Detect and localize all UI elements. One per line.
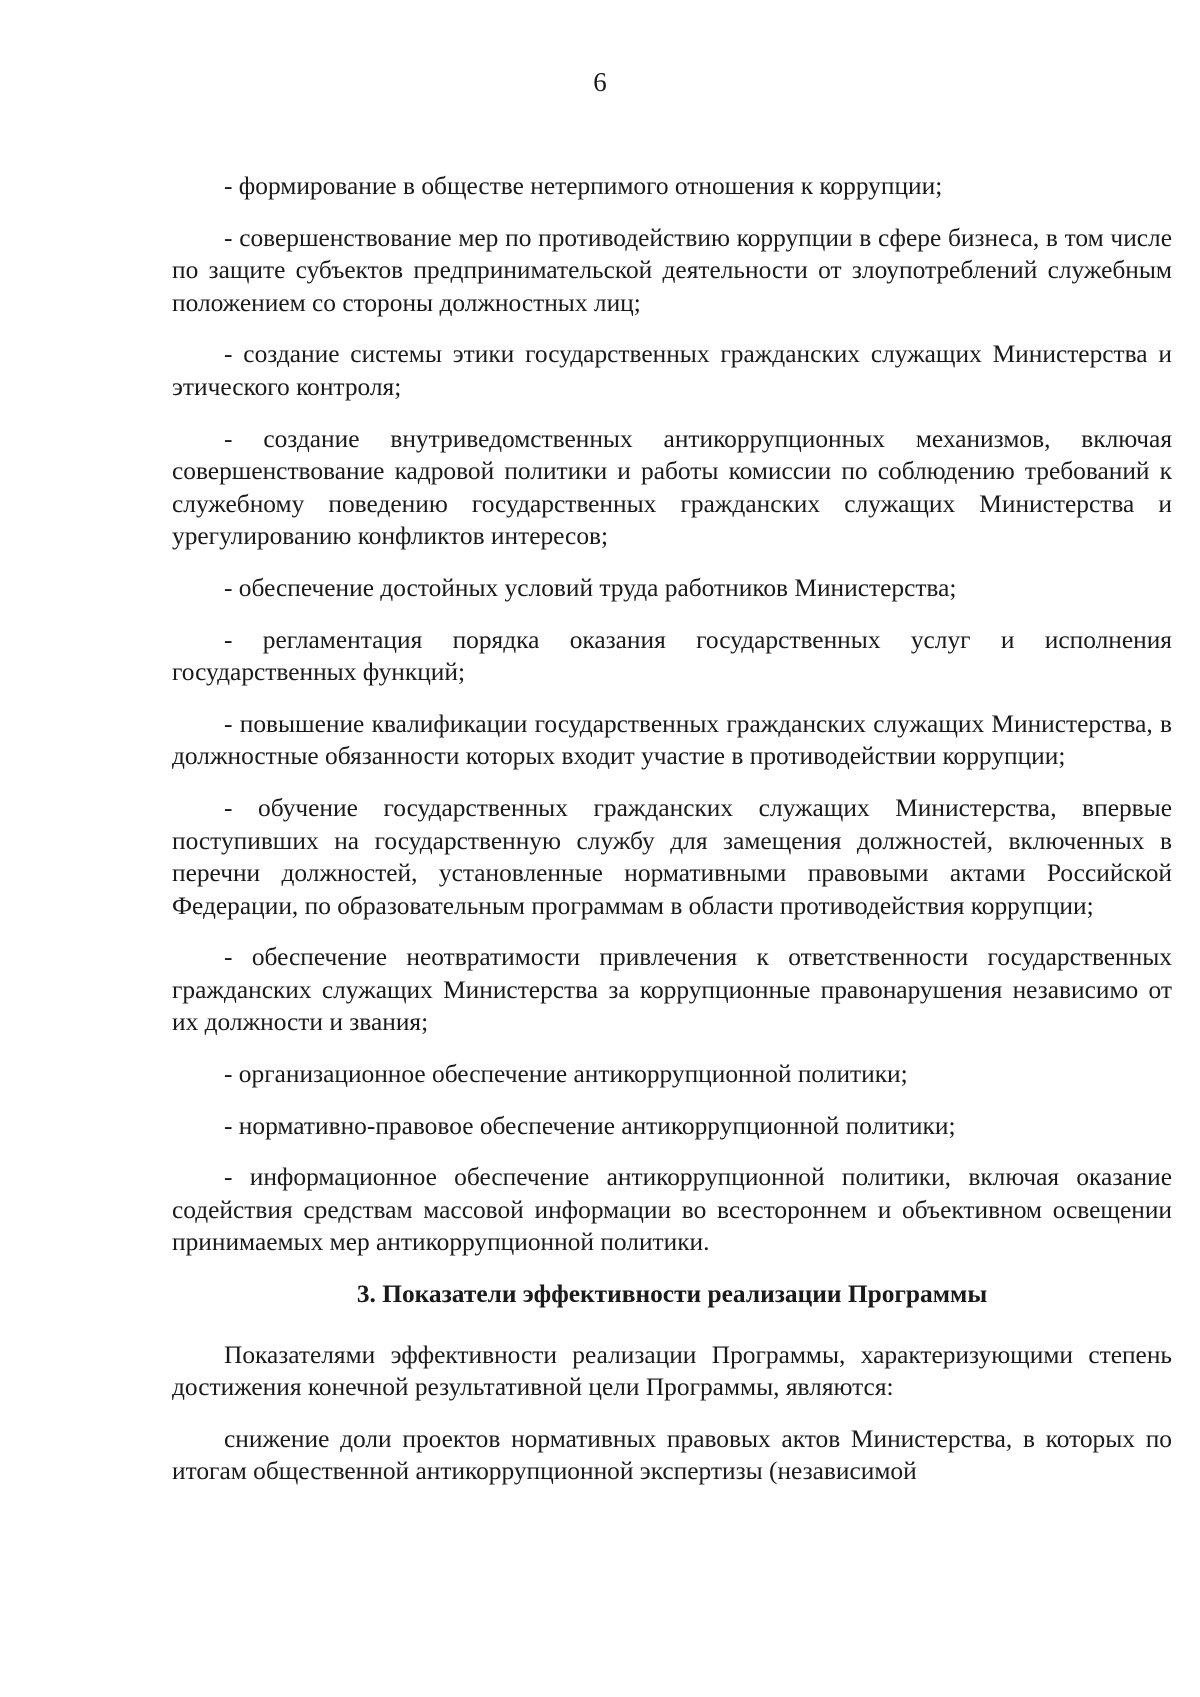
list-item-paragraph: - повышение квалификации государственных гражданских служащих Министерства, в должностные обязанности которых входит участие в противодействии коррупции; [172, 709, 1172, 771]
list-item-paragraph: - обеспечение достойных условий труда работников Министерства; [224, 573, 957, 602]
document-body [172, 170, 1172, 1488]
list-item-paragraph: - создание внутриведомственных антикоррупционных механизмов, включая совершенствование кадровой политики и работы комиссии по соблюдению требований к служебному поведению государственных гражданских служащих Министерства и урегулированию конфликтов интересов; [172, 424, 1172, 551]
list-item-paragraph: - нормативно-правовое обеспечение антикоррупционной политики; [224, 1111, 956, 1140]
list-item-paragraph: - обеспечение неотвратимости привлечения к ответственности государственных гражданских служащих Министерства за коррупционные правонарушения независимо от их должности и звания; [172, 943, 1172, 1037]
list-item-paragraph: - информационное обеспечение антикоррупционной политики, включая оказание содействия средствам массовой информации во всестороннем и объективном освещении принимаемых мер антикоррупционной политики. [172, 1163, 1172, 1257]
section-paragraph: снижение доли проектов нормативных правовых актов Министерства, в которых по итогам общественной антикоррупционной экспертизы (независимой [172, 1424, 1172, 1486]
list-item-paragraph: - организационное обеспечение антикоррупционной политики; [224, 1060, 908, 1089]
list-item-paragraph: - регламентация порядка оказания государственных услуг и исполнения государственных функций; [172, 625, 1172, 687]
list-item-paragraph: - формирование в обществе нетерпимого отношения к коррупции; [224, 172, 943, 200]
list-item-paragraph: - обучение государственных гражданских служащих Министерства, впервые поступивших на государственную службу для замещения должностей, включенных в перечни должностей, установленные нормативными правовыми актами Российской Федерации, по образовательным программам в области противодействия коррупции; [172, 793, 1172, 920]
page-number: 6 [593, 67, 607, 97]
section-paragraph: Показателями эффективности реализации Программы, характеризующими степень достижения конечной результативной цели Программы, являются: [172, 1340, 1172, 1402]
list-item-paragraph: - совершенствование мер по противодействию коррупции в сфере бизнеса, в том числе по защите субъектов предпринимательской деятельности от злоупотреблений служебным положением со стороны должностных лиц; [172, 223, 1172, 317]
section-heading: 3. Показатели эффективности реализации Программы [356, 1280, 988, 1309]
list-item-paragraph: - создание системы этики государственных гражданских служащих Министерства и этического контроля; [172, 340, 1172, 401]
